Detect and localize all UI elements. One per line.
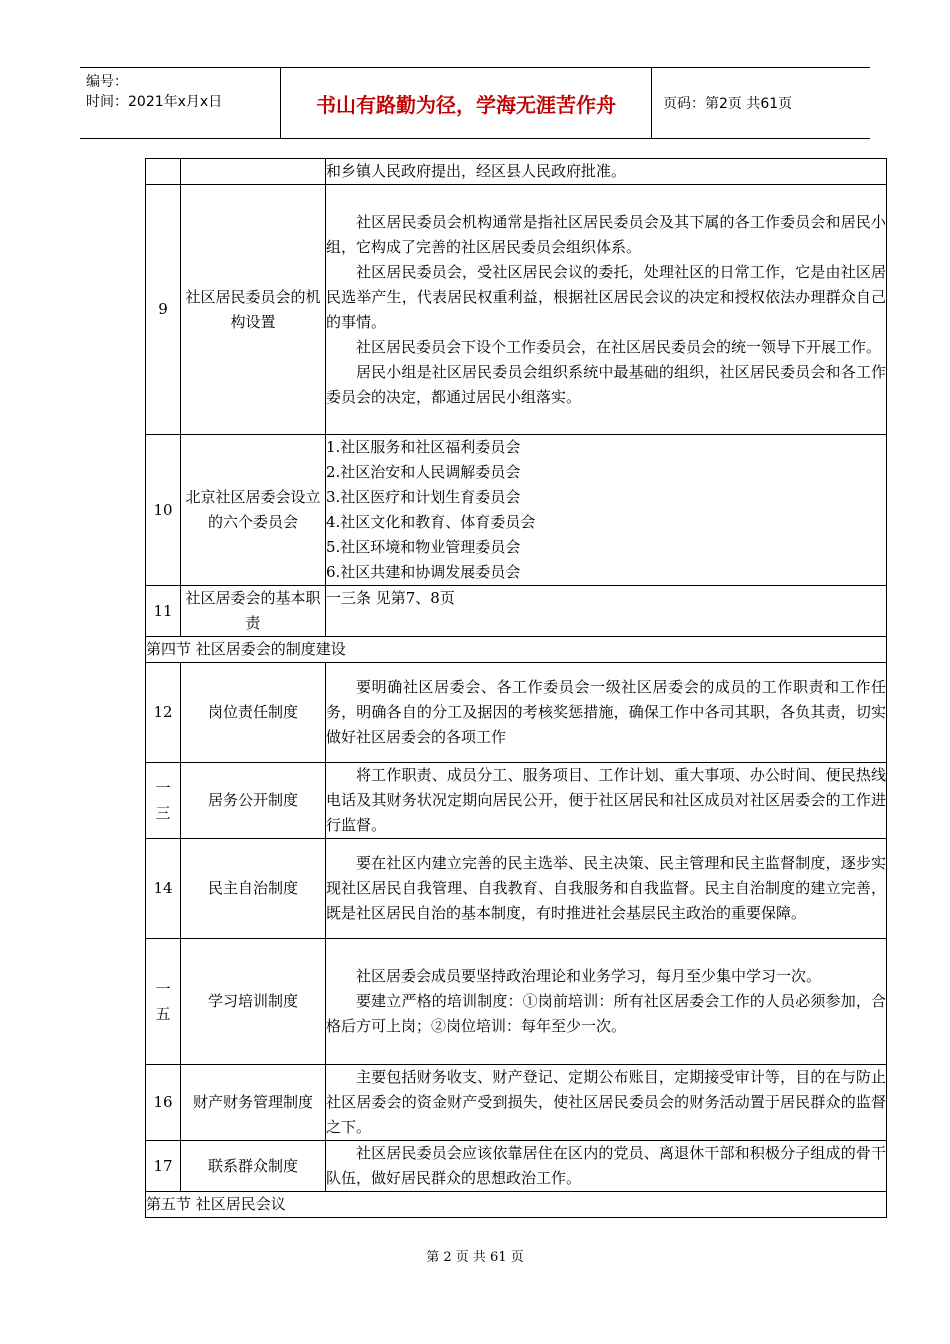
content-paragraph: 要在社区内建立完善的民主选举、民主决策、民主管理和民主监督制度，逐步实现社区居民自我管理、自我教育、自我服务和自我监督。民主自治制度的建立完善，既是社区居民自治的基本制度，有时推进社会基层民主政治的重要保障。	[326, 854, 886, 922]
header-meta	[80, 68, 280, 138]
header-page-number: 页码：第2页 共61页	[663, 96, 793, 112]
content-paragraph: 社区居民委员会下设个工作委员会，在社区居民委员会的统一领导下开展工作。	[356, 337, 882, 356]
row-content	[326, 159, 887, 185]
row-number: 14	[146, 839, 181, 939]
row-number: 17	[146, 1141, 181, 1192]
table-row	[146, 939, 887, 1065]
row-number: 12	[146, 663, 181, 763]
row-title: 居务公开制度	[181, 763, 326, 839]
content-paragraph: 社区居委会成员要坚持政治理论和业务学习，每月至少集中学习一次。	[356, 967, 822, 985]
list-item: 5.社区环境和物业管理委员会	[326, 538, 521, 556]
row-number	[146, 763, 181, 839]
row-number-part: 三	[155, 803, 171, 822]
content-paragraph: 居民小组是社区居民委员会组织系统中最基础的组织，社区居民委员会和各工作委员会的决定，都通过居民小组落实。	[326, 362, 886, 406]
content-table	[145, 158, 887, 1218]
content-paragraph: 将工作职责、成员分工、服务项目、工作计划、重大事项、办公时间、便民热线电话及其财务状况定期向居民公开，便于社区居民和社区成员对社区居委会的工作进行监督。	[326, 766, 886, 834]
table-row	[146, 1141, 887, 1192]
row-number	[146, 939, 181, 1065]
row-content	[326, 839, 887, 939]
row-number	[146, 159, 181, 185]
table-row	[146, 1065, 887, 1141]
row-title	[181, 159, 326, 185]
row-title: 社区居民委员会的机构设置	[181, 185, 326, 435]
list-item: 4.社区文化和教育、体育委员会	[326, 513, 536, 531]
row-content	[326, 435, 887, 586]
row-content	[326, 1065, 887, 1141]
row-number: 11	[146, 586, 181, 637]
row-number-part: 一	[155, 979, 171, 998]
header-motto: 书山有路勤为径，学海无涯苦作舟	[280, 68, 652, 138]
section-heading-row	[146, 637, 887, 663]
row-title: 民主自治制度	[181, 839, 326, 939]
section-heading-row	[146, 1192, 887, 1218]
table-row	[146, 763, 887, 839]
row-title: 岗位责任制度	[181, 663, 326, 763]
table-row	[146, 159, 887, 185]
table-row	[146, 663, 887, 763]
row-number-part: 五	[155, 1004, 171, 1023]
row-title: 财产财务管理制度	[181, 1065, 326, 1141]
row-content	[326, 939, 887, 1065]
section-heading: 第五节 社区居民会议	[146, 1192, 887, 1218]
time-label: 时间：2021年x月x日	[86, 94, 223, 110]
section-heading: 第四节 社区居委会的制度建设	[146, 637, 887, 663]
row-title: 社区居委会的基本职责	[181, 586, 326, 637]
page-footer: 第 2 页 共 61 页	[426, 1250, 524, 1265]
row-content	[326, 586, 887, 637]
list-item: 2.社区治安和人民调解委员会	[326, 463, 521, 481]
row-title: 联系群众制度	[181, 1141, 326, 1192]
table-row	[146, 185, 887, 435]
page-header	[80, 67, 870, 139]
row-content	[326, 663, 887, 763]
list-item: 6.社区共建和协调发展委员会	[326, 563, 521, 581]
row-content	[326, 185, 887, 435]
content-paragraph: 社区居民委员会，受社区居民会议的委托，处理社区的日常工作，它是由社区居民选举产生，代表居民权重利益，根据社区居民会议的决定和授权依法办理群众自己的事情。	[326, 262, 886, 331]
row-content	[326, 1141, 887, 1192]
content-paragraph: 要建立严格的培训制度：①岗前培训：所有社区居委会工作的人员必须参加，合格后方可上岗；②岗位培训：每年至少一次。	[326, 992, 886, 1035]
table-row	[146, 839, 887, 939]
content-paragraph: 一三条 见第7、8页	[326, 589, 455, 607]
content-paragraph: 要明确社区居委会、各工作委员会一级社区居委会的成员的工作职责和工作任务，明确各自的分工及据因的考核奖惩措施，确保工作中各司其职，各负其责，切实做好社区居委会的各项工作	[326, 678, 886, 746]
row-title: 北京社区居委会设立的六个委员会	[181, 435, 326, 586]
row-title: 学习培训制度	[181, 939, 326, 1065]
row-number: 9	[146, 185, 181, 435]
content-paragraph: 社区居民委员会应该依靠居住在区内的党员、离退休干部和积极分子组成的骨干队伍，做好居民群众的思想政治工作。	[326, 1144, 886, 1187]
table-row	[146, 586, 887, 637]
code-label: 编号：	[86, 74, 128, 90]
row-number: 10	[146, 435, 181, 586]
content-paragraph: 主要包括财务收支、财产登记、定期公布账目，定期接受审计等，目的在与防止社区居委会的资金财产受到损失，使社区居民委员会的财务活动置于居民群众的监督之下。	[326, 1068, 886, 1136]
content-paragraph: 和乡镇人民政府提出，经区县人民政府批准。	[326, 162, 627, 180]
table-row	[146, 435, 887, 586]
list-item: 3.社区医疗和计划生育委员会	[326, 488, 521, 506]
list-item: 1.社区服务和社区福利委员会	[326, 438, 521, 456]
row-number-part: 一	[155, 778, 171, 797]
row-content	[326, 763, 887, 839]
content-paragraph: 社区居民委员会机构通常是指社区居民委员会及其下属的各工作委员会和居民小组，它构成了完善的社区居民委员会组织体系。	[326, 212, 886, 256]
row-number: 16	[146, 1065, 181, 1141]
